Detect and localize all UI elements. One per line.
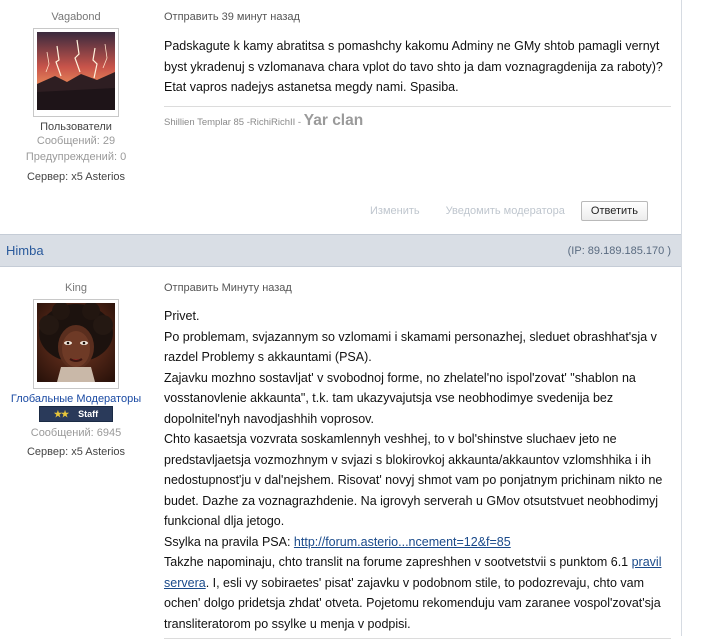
author-message-count: Сообщений: 29 <box>36 135 116 147</box>
post-author-sidebar <box>0 282 152 458</box>
post-header-ip: (IP: 89.189.185.170 ) <box>567 245 671 257</box>
translit-text-cont: . I, esli vy sobiraetes' pisat' zajavku v podobnom stile, to podozrevaju, chto vam ochen' dolgo pridetsja zhdat' otveta. Pojetomu rekomenduju vam zaranee vospol'zovat'sja transliteratorom po ssylke u menja v podpisi. <box>164 575 661 631</box>
notify-moderator-link[interactable]: Уведомить модератора <box>445 205 565 217</box>
post-body <box>164 306 671 634</box>
post-king <box>0 267 681 636</box>
post-paragraph: Po problemam, svjazannym so vzlomami i skamami personazhej, sleduet obrashhat'sja v razdel Problemy s akkauntami (PSA). <box>164 329 657 364</box>
post-paragraph <box>164 532 671 553</box>
storm-landscape-avatar-icon <box>37 32 115 110</box>
post-actions <box>370 200 648 222</box>
post-vagabond <box>0 0 681 234</box>
post-paragraph: Chto kasaetsja vozvrata soskamlennyh veshhej, to v bol'shinstve sluchaev jeto ne predstavljaetsja vozmozhnym v svjazi s blokirovkoj akkaunta/akkauntov vzlomshhika i ih nedostupnost'ju v dal'nejshem. Risovat' novyj shmot vam po ponjatnym prichinam nikto ne budet. Dazhe za voznagrazhdenie. Na igrovyh serverah u GMov otsutstvuet neobhodimyj funkcional dlja jetogo. <box>164 432 663 528</box>
post-content <box>164 282 671 639</box>
post-header-bar <box>0 234 681 267</box>
signature-divider <box>164 106 671 107</box>
staff-badge-label: Staff <box>78 409 99 419</box>
avatar[interactable] <box>33 299 119 389</box>
edit-link[interactable]: Изменить <box>370 205 420 217</box>
post-body <box>164 36 671 98</box>
signature <box>164 112 671 130</box>
star-icon: ★★ <box>53 408 69 419</box>
translit-text: Takzhe napominaju, chto translit na forume zapreshhen v sootvetstvii s punktom 6.1 <box>164 555 632 569</box>
post-paragraph: Zajavku mozhno sostavljat' v svobodnoj forme, no zhelatel'no ispol'zovat' "shablon na vosstanovlenie akkaunta", t.k. tam ukazyvajutsja vse neobhodimye svedenija bez dopolnitel'nyh navodjashhih voprosov. <box>164 370 636 426</box>
author-role: Пользователи <box>40 121 112 133</box>
author-warnings: Предупреждений: 0 <box>25 151 127 163</box>
post-paragraph: Padskagute k kamy abratitsa s pomashchy kakomu Adminy ne GMy shtob pamagli vernyt byst ykradenuj s vzlomanava chara vplot do tavo shto ja dam voznagragdenija za raboty)? <box>164 39 663 74</box>
right-divider <box>681 0 682 636</box>
post-timestamp: Отправить Минуту назад <box>164 282 292 294</box>
post-paragraph: Etat vapros nadejys astanetsa megdy nami. Spasiba. <box>164 80 459 94</box>
author-username[interactable]: King <box>64 282 88 294</box>
author-message-count: Сообщений: 6945 <box>30 427 122 439</box>
server-rules-link[interactable]: pravil servera <box>164 555 662 590</box>
author-server: Сервер: x5 Asterios <box>26 446 126 458</box>
post-timestamp: Отправить 39 минут назад <box>164 11 300 23</box>
psa-link-prefix: Ssylka na pravila PSA: <box>164 534 294 549</box>
reply-button[interactable]: Ответить <box>581 201 648 221</box>
author-username[interactable]: Vagabond <box>51 11 101 23</box>
post-author-sidebar <box>0 11 152 183</box>
post-paragraph <box>164 552 671 634</box>
signature-text: Shillien Templar 85 -RichiRichII - <box>164 116 302 128</box>
staff-badge <box>0 405 152 422</box>
author-server: Сервер: x5 Asterios <box>26 171 126 183</box>
woman-portrait-avatar-icon <box>37 303 115 382</box>
psa-rules-link[interactable]: http://forum.asterio...ncement=12&f=85 <box>293 534 511 549</box>
signature-clan: Yar clan <box>303 111 364 129</box>
post-header-username[interactable]: Himba <box>6 243 44 258</box>
post-content <box>164 11 671 130</box>
post-paragraph: Privet. <box>164 309 200 323</box>
avatar[interactable] <box>33 28 119 117</box>
author-role[interactable]: Глобальные Модераторы <box>10 393 142 405</box>
